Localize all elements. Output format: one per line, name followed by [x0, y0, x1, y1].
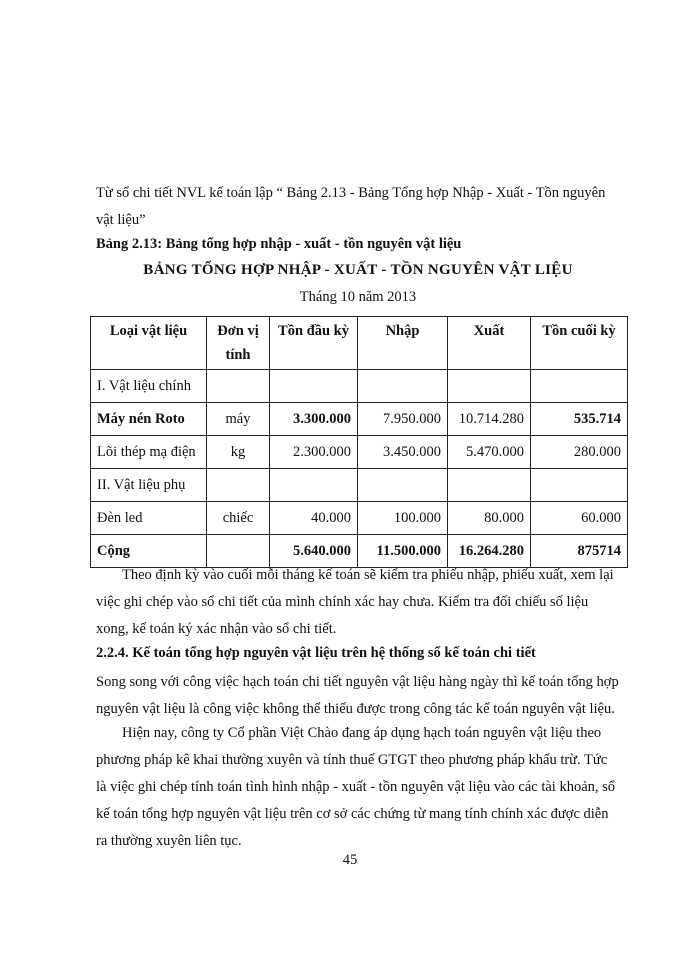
cell-closing: 875714 [531, 535, 628, 568]
paragraph-after-table: Theo định kỳ vào cuối mỗi tháng kế toán sẽ kiểm tra phiếu nhập, phiếu xuất, xem lại việc ghi chép vào sổ chi tiết của mình chính xác hay chưa. Kiểm tra đối chiếu số liệu xong, kế toán ký xác nhận vào sổ chi tiết. [96, 567, 614, 637]
cell-opening: 5.640.000 [270, 535, 358, 568]
cell-export: 10.714.280 [448, 403, 531, 436]
cell-material: Đèn led [91, 502, 207, 535]
section-paragraph-2: Hiện nay, công ty Cổ phần Việt Chào đang áp dụng hạch toán nguyên vật liệu theo phương pháp kê khai thường xuyên và tính thuế GTGT theo phương pháp khấu trừ. Tức là việc ghi chép tính toán tình hình nhập - xuất - tồn nguyên vật liệu vào các tài khoản, sổ kế toán tổng hợp nguyên vật liệu trên cơ sở các chứng từ mang tính chính xác được diễn ra thường xuyên liên tục. [96, 725, 616, 849]
cell-opening: 2.300.000 [270, 436, 358, 469]
cell-material: II. Vật liệu phụ [91, 469, 207, 502]
cell-export: 80.000 [448, 502, 531, 535]
cell-export: 5.470.000 [448, 436, 531, 469]
cell-import: 3.450.000 [358, 436, 448, 469]
cell-material: Lõi thép mạ điện [91, 436, 207, 469]
table-subtitle: Tháng 10 năm 2013 [299, 289, 417, 305]
table-title: BẢNG TỔNG HỢP NHẬP - XUẤT - TỒN NGUYÊN VẬT LIỆU [143, 262, 573, 278]
table-row [91, 403, 628, 436]
cell-unit: kg [207, 436, 270, 469]
cell-opening [270, 370, 358, 403]
cell-closing [531, 469, 628, 502]
section-paragraph-1: Song song với công việc hạch toán chi tiết nguyên vật liệu hàng ngày thì kế toán tổng hợp nguyên vật liệu là công việc không thể thiếu được trong công tác kế toán nguyên vật liệu. [96, 674, 619, 717]
table-caption: Bảng 2.13: Bảng tổng hợp nhập - xuất - tồn nguyên vật liệu [96, 236, 462, 252]
cell-export [448, 370, 531, 403]
cell-closing: 60.000 [531, 502, 628, 535]
column-header: Nhập [358, 317, 448, 370]
cell-import: 11.500.000 [358, 535, 448, 568]
cell-import [358, 469, 448, 502]
cell-opening: 40.000 [270, 502, 358, 535]
table-row [91, 436, 628, 469]
cell-opening: 3.300.000 [270, 403, 358, 436]
cell-export: 16.264.280 [448, 535, 531, 568]
cell-closing [531, 370, 628, 403]
cell-unit: chiếc [207, 502, 270, 535]
cell-import [358, 370, 448, 403]
cell-opening [270, 469, 358, 502]
cell-unit [207, 469, 270, 502]
cell-material: Cộng [91, 535, 207, 568]
column-header: Tồn cuối kỳ [531, 317, 628, 370]
table-header-row [91, 317, 628, 370]
column-header: Tồn đầu kỳ [270, 317, 358, 370]
section-heading: 2.2.4. Kế toán tổng hợp nguyên vật liệu trên hệ thống sổ kế toán chi tiết [96, 645, 536, 661]
cell-closing: 280.000 [531, 436, 628, 469]
table-row [91, 469, 628, 502]
cell-unit: máy [207, 403, 270, 436]
cell-import: 100.000 [358, 502, 448, 535]
cell-unit [207, 370, 270, 403]
table-row [91, 370, 628, 403]
column-header: Loại vật liệu [91, 317, 207, 370]
page-number: 45 [342, 852, 358, 868]
inventory-summary-table [90, 316, 628, 568]
cell-import: 7.950.000 [358, 403, 448, 436]
intro-paragraph: Từ sổ chi tiết NVL kế toán lập “ Bảng 2.13 - Bảng Tổng hợp Nhập - Xuất - Tồn nguyên vật liệu” [96, 185, 606, 228]
table-row [91, 502, 628, 535]
column-header: Xuất [448, 317, 531, 370]
cell-material: I. Vật liệu chính [91, 370, 207, 403]
cell-material: Máy nén Roto [91, 403, 207, 436]
column-header: Đơn vị tính [207, 317, 270, 370]
cell-export [448, 469, 531, 502]
cell-closing: 535.714 [531, 403, 628, 436]
